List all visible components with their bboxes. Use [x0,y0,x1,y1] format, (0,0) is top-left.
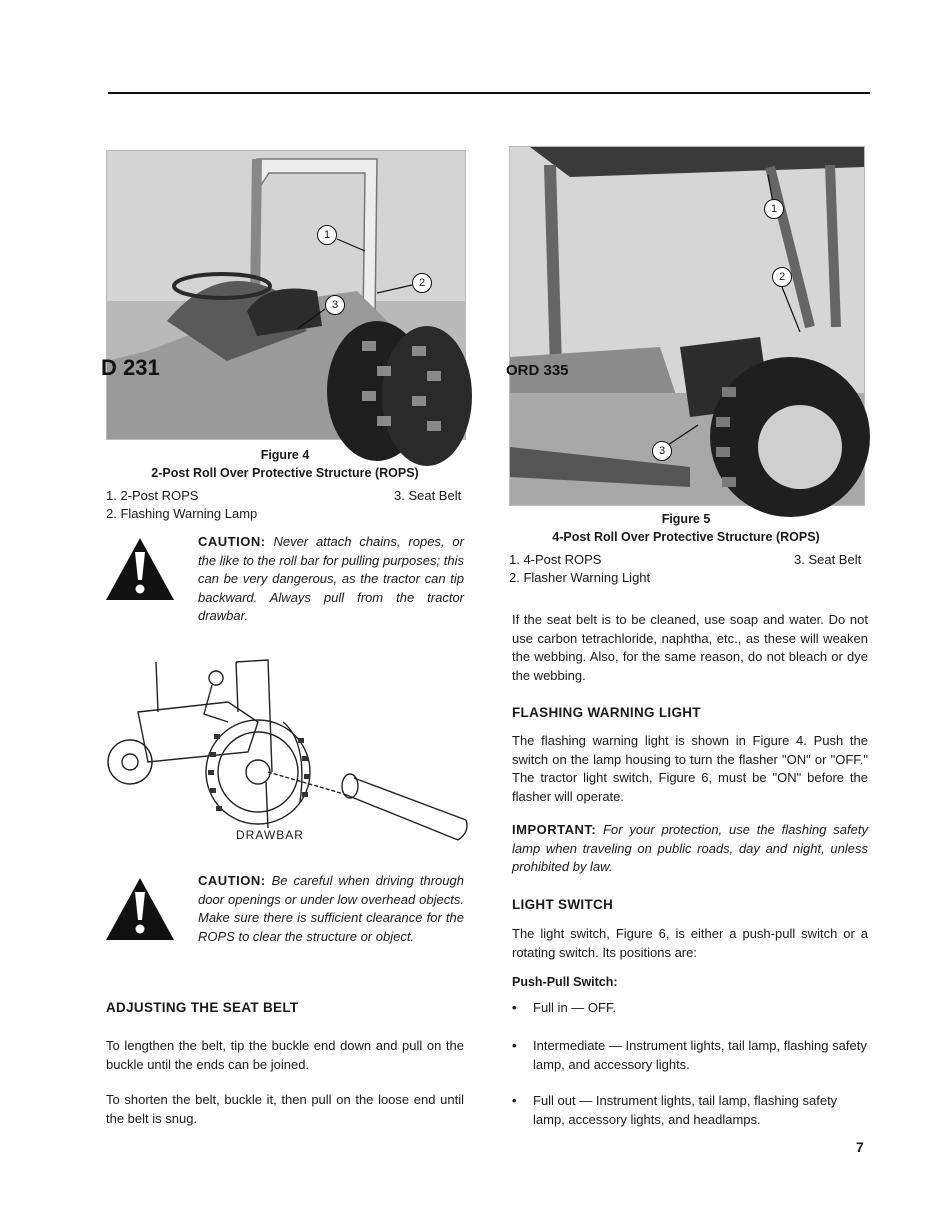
bullet-dot: • [512,1000,517,1015]
cleaning-paragraph: If the seat belt is to be cleaned, use soap and water. Do not use carbon tetrachloride, naphtha, etc., as these will weaken the webbing. Also, for the same reason, do not bleach or dye the webbing. [512,612,868,683]
figure-4-legend-1: 1. 2-Post ROPS [106,488,199,503]
important-note [512,821,868,877]
header-rule [108,92,870,94]
bullet-item [512,999,868,1018]
figure-5-legend-2: 2. Flasher Warning Light [509,570,651,585]
page-number: 7 [856,1139,864,1155]
figure-4-legend-2: 2. Flashing Warning Lamp [106,506,258,521]
caution-2-label: CAUTION: [198,873,266,888]
bullet-text: Intermediate — Instrument lights, tail lamp, flashing safety lamp, and accessory lights. [533,1038,867,1072]
drawbar-label: DRAWBAR [236,828,304,842]
bullet-item [512,1037,868,1074]
figure-5-caption-subtitle: 4-Post Roll Over Protective Structure (ROPS) [552,530,820,544]
figure-5-photo [506,146,865,506]
figure-4-caption-title: Figure 4 [260,448,310,462]
push-pull-subheading: Push-Pull Switch: [512,975,618,989]
caution-1-text: Never attach chains, ropes, or the like to the roll bar for pulling purposes; this can be very dangerous, as the tractor can tip backward. Always pull from the tractor drawbar. [198,534,464,623]
figure-4-legend-3: 3. Seat Belt [394,488,462,503]
figure-5-legend-1: 1. 4-Post ROPS [509,552,602,567]
caution-1 [198,533,464,626]
bullet-text: Full out — Instrument lights, tail lamp, flashing safety lamp, accessory lights, and headlamps. [533,1093,838,1127]
callout-3: 3 [325,295,345,315]
flashing-paragraph: The flashing warning light is shown in Figure 4. Push the switch on the lamp housing to turn the flasher "ON" or "OFF." The tractor light switch, Figure 6, must be "ON" before the flasher will operate. [512,733,868,804]
figure-5-legend-3: 3. Seat Belt [794,552,862,567]
important-label: IMPORTANT: [512,822,597,837]
figure-5-photo-text: ORD 335 [506,362,569,379]
light-switch-heading: LIGHT SWITCH [512,897,614,912]
caution-2-text: Be careful when driving through door openings or under low overhead objects. Make sure there is sufficient clearance for the ROPS to clear the structure or object. [198,873,464,944]
warning-icon [104,536,176,607]
adjusting-heading: ADJUSTING THE SEAT BELT [106,1000,299,1015]
callout-3: 3 [652,441,672,461]
bullet-text: Full in — OFF. [533,1000,617,1015]
warning-icon [104,876,176,947]
light-switch-paragraph: The light switch, Figure 6, is either a push-pull switch or a rotating switch. Its positions are: [512,926,868,960]
callout-2: 2 [772,267,792,287]
caution-1-label: CAUTION: [198,534,266,549]
callout-1: 1 [764,199,784,219]
figure-4-caption-subtitle: 2-Post Roll Over Protective Structure (ROPS) [151,466,419,480]
important-text: For your protection, use the flashing safety lamp when traveling on public roads, day and night, unless prohibited by law. [512,822,868,874]
callout-1: 1 [317,225,337,245]
adjusting-paragraph-1: To lengthen the belt, tip the buckle end down and pull on the buckle until the ends can be joined. [106,1038,464,1072]
figure-4-photo [101,150,466,440]
bullet-dot: • [512,1038,517,1053]
figure-4-photo-text: D 231 [101,355,160,380]
figure-5-caption-title: Figure 5 [661,512,711,526]
flashing-heading: FLASHING WARNING LIGHT [512,705,701,720]
bullet-item [512,1092,868,1129]
caution-2 [198,872,464,946]
bullet-dot: • [512,1093,517,1108]
adjusting-paragraph-2: To shorten the belt, buckle it, then pull on the loose end until the belt is snug. [106,1092,464,1126]
callout-2: 2 [412,273,432,293]
